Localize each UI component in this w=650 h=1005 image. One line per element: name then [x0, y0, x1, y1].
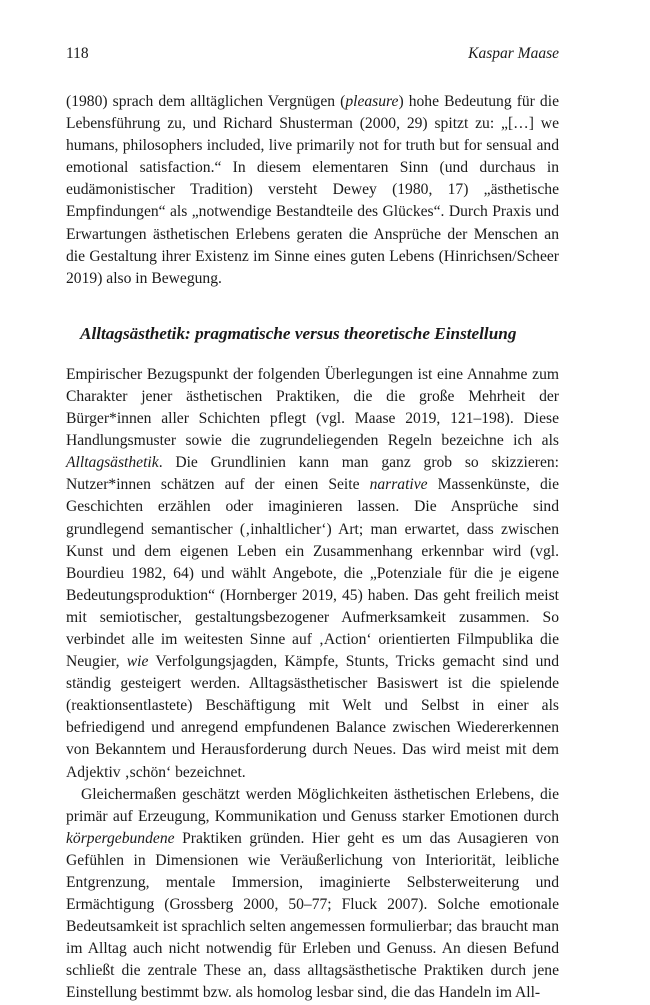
section-heading: Alltagsästhetik: pragmatische versus theoretische Einstellung [80, 323, 517, 343]
p1-text-4: Verfolgungsjagden, Kämpfe, Stunts, Tricks gemacht sind und ständig gesteigert werden. Alltagsästhetischer Basiswert ist die spielende (reaktionsentlastete) Beschäftigung mit Welt und Selbst in einer als befriedigend und anregend empfundenen Balance zwischen Wiedererkennen von Bekanntem und Herausforderung durch Neues. Das wird meist mit dem Adjektiv ‚schön‘ bezeichnet. [66, 653, 559, 781]
p1-text-3: Massenkünste, die Geschichten erzählen oder imaginieren lassen. Die Ansprüche sind grundlegend semantischer (‚inhaltlicher‘) Art; man erwartet, dass zwischen Kunst und dem eigenen Leben ein Zusammenhang erkennbar wird (vgl. Bourdieu 1982, 64) und wählt Angebote, die „Potenziale für die je eigene Bedeutungsproduktion“ (Hornberger 2019, 45) haben. Das geht freilich meist mit semiotischer, gestaltungsbezogener Aufmerksamkeit zusammen. So verbindet alle im weitesten Sinne auf ‚Action‘ orientierten Filmpublika die Neugier, [66, 476, 559, 671]
page-number: 118 [66, 45, 89, 62]
book-page [66, 44, 559, 1005]
intro-text-block [66, 91, 559, 290]
p2-text-2: Praktiken gründen. Hier geht es um das Ausagieren von Gefühlen in Dimensionen wie Veräußerlichung von Interiorität, leibliche Entgrenzung, mentale Immersion, imaginierte Selbsterweiterung und Ermächtigung (Grossberg 2000, 50–77; Fluck 2007). Solche emotionale Bedeutsamkeit ist sprachlich selten angemessen formulierbar; das braucht man im Alltag auch nicht notwendig für Erleben und Genuss. An diesen Befund schließt die zentrale These an, dass alltagsästhetische Praktiken durch jene Einstellung bestimmt bzw. als homolog lesbar sind, die das Handeln im All- [66, 829, 559, 1002]
p2-italic-koerpergebundene: körpergebundene [66, 829, 175, 847]
running-head [66, 44, 559, 64]
section-paragraph-2 [66, 784, 559, 1005]
intro-text-1: (1980) sprach dem alltäglichen Vergnügen ( [66, 93, 346, 110]
intro-italic-pleasure: pleasure [345, 93, 399, 110]
running-head-author: Kaspar Maase [468, 45, 559, 62]
section-text-block [66, 364, 559, 1005]
p1-italic-wie: wie [126, 653, 149, 671]
p1-text-2: . Die Grundlinien kann man ganz grob so skizzieren: Nutzer*innen schätzen auf der einen Seite [66, 454, 559, 494]
p1-italic-narrative: narrative [369, 476, 428, 494]
p1-italic-alltagsaesthetik: Alltagsästhetik [66, 454, 159, 472]
section-paragraph-1 [66, 364, 559, 784]
p1-text-1: Empirischer Bezugspunkt der folgenden Überlegungen ist eine Annahme zum Charakter jener ästhetischen Praktiken, die die große Mehrheit der Bürger*innen aller Schichten pflegt (vgl. Maase 2019, 121–198). Diese Handlungsmuster sowie die zugrundeliegenden Regeln bezeichne ich als [66, 365, 559, 450]
intro-paragraph [66, 91, 559, 290]
intro-text-2: ) hohe Bedeutung für die Lebensführung zu, und Richard Shusterman (2000, 29) spitzt zu: „[…] we humans, philosophers included, live primarily not for truth but for sensual and emotional satisfaction.“ In diesem elementaren Sinn (und durchaus in eudämonistischer Tradition) versteht Dewey (1980, 17) „ästhetische Empfindungen“ als „notwendige Bestandteile des Glückes“. Durch Praxis und Erwartungen ästhetischen Erlebens geraten die Ansprüche der Menschen an die Gestaltung ihrer Existenz im Sinne eines guten Lebens (Hinrichsen/Scheer 2019) also in Bewegung. [66, 93, 559, 287]
p2-text-1: Gleichermaßen geschätzt werden Möglichkeiten ästhetischen Erlebens, die primär auf Erzeugung, Kommunikation und Genuss starker Emotionen durch [66, 785, 559, 825]
